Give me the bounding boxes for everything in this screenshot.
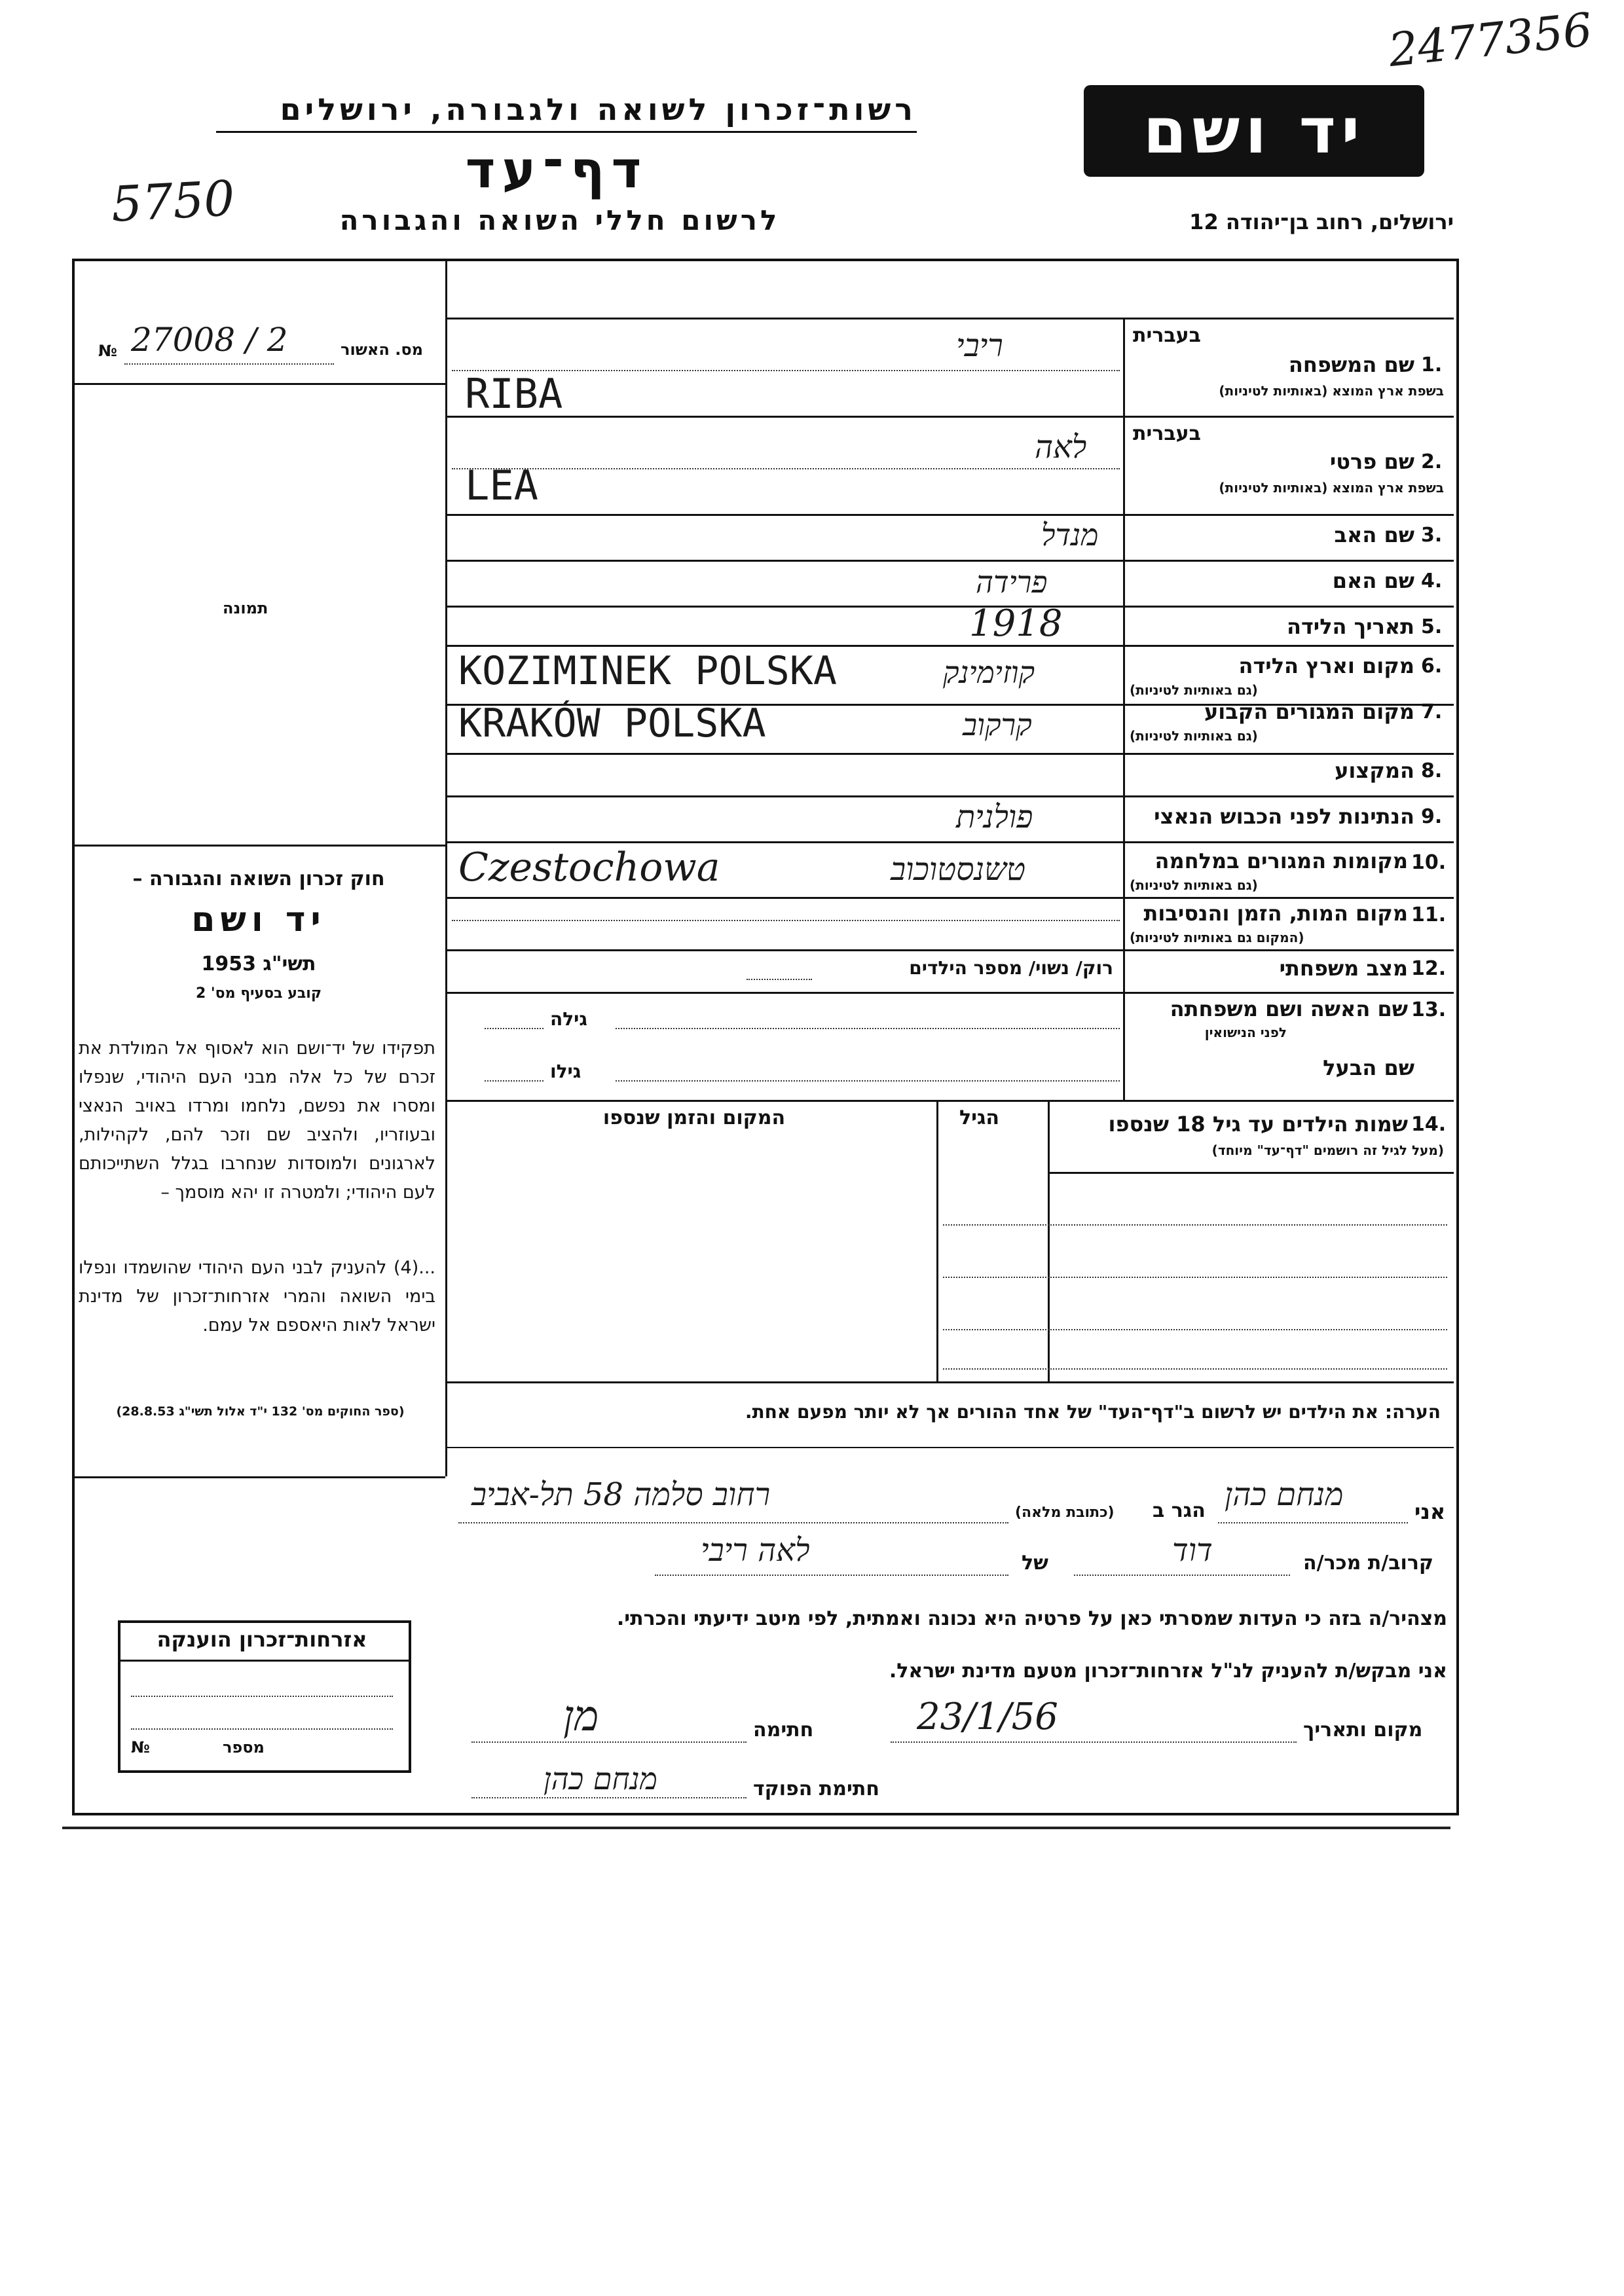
declarant-name: מנחם כהן: [1225, 1476, 1344, 1513]
law-citation: (ספר החוקים מס' 132 י"ד אלול תשי"ג 28.8.53): [116, 1404, 405, 1419]
field-14-num: 14.: [1411, 1113, 1447, 1136]
of-label: של: [1022, 1552, 1048, 1575]
officer-dots: [471, 1797, 747, 1798]
approval-number: 27008 / 2: [131, 321, 288, 359]
declaration-statement: מצהיר/ה בזה כי העדות שמסרתי כאן על פרטיה היא נכונה ואמתית, לפי מיטב ידיעתי והכרתי.: [616, 1607, 1447, 1630]
date-value: 23/1/56: [917, 1696, 1058, 1738]
field-4-value: פרידה: [976, 564, 1048, 600]
field-6-label: מקום וארץ הלידה: [1238, 653, 1414, 678]
col-place-header: המקום והזמן שנספו: [602, 1106, 786, 1129]
field-2-latin-value: LEA: [465, 462, 538, 509]
logo-text: יד ושם: [1143, 94, 1365, 168]
field-1-latin-value: RIBA: [465, 370, 563, 418]
declarant-residing: הגר ב: [1153, 1499, 1206, 1522]
law-paragraph-1: תפקידו של יד־ושם הוא לאסוף אל המולדת את זכרם של כל אלה מבני העם היהודי, שנפלו ומסרו את נפשם, נלחמו ומרדו באויב הנאצי ובעוזריו, ולהציב שם וזכר להם, לקהילות, לארגונים ולמוסדות שנחרבו בגלל השתייכותם לעם היהודי; ולמטרה זו יהא מוסמך –: [79, 1038, 435, 1203]
page-title: דף־עד: [465, 141, 648, 200]
field-13-label: שם האשה ושם משפחתה: [1170, 996, 1408, 1021]
approval-label: מס. האשור: [341, 340, 423, 359]
field-1-hebrew-tag: בעברית: [1133, 324, 1201, 347]
field-7-label: מקום המגורים הקבוע: [1204, 699, 1414, 724]
children-row-4: [943, 1368, 1447, 1370]
field-6-num: 6.: [1421, 655, 1443, 678]
field-10-num: 10.: [1411, 851, 1447, 874]
field-13-name-dots: [616, 1028, 1120, 1029]
field-2-dots: [452, 468, 1120, 469]
field-7-latin-value: KRAKÓW POLSKA: [458, 701, 766, 746]
field-10-sub: (גם באותיות לטיניות): [1130, 877, 1258, 893]
signature-dots: [471, 1741, 747, 1743]
field-6-latin-value: KOZIMINEK POLSKA: [458, 648, 837, 694]
row-9-bottom: [445, 841, 1454, 843]
stamp-line-2: [131, 1728, 393, 1730]
officer-signature: מנחם כהן: [544, 1761, 657, 1796]
row-2-bottom: [445, 514, 1454, 516]
row-12-bottom: [445, 992, 1454, 994]
law-clause: קובע בסעיף מס' 2: [195, 985, 322, 1002]
archive-number: 5750: [109, 170, 236, 233]
col-age-header: הגיל: [959, 1106, 999, 1129]
husband-age-dots: [485, 1080, 544, 1082]
declarant-address: רחוב סלמה 58 תל-אביב: [471, 1476, 771, 1513]
field-14-sub: (מעל לגיל זה רושמים "דף־עד" מיוחד): [1211, 1142, 1444, 1158]
field-12-count-line: [747, 979, 812, 980]
field-12-num: 12.: [1411, 957, 1447, 980]
left-col-border: [445, 259, 447, 1476]
field-2-num: 2.: [1421, 450, 1443, 473]
field-5-label: תאריך הלידה: [1286, 614, 1414, 639]
row-7-bottom: [445, 753, 1454, 755]
field-12-options: רוק/ נשוי/ מספר הילדים: [909, 957, 1113, 979]
field-4-label: שם האם: [1332, 568, 1414, 593]
field-1-sub: בשפת ארץ המוצא (באותיות לטיניות): [1219, 383, 1444, 399]
field-4-num: 4.: [1421, 570, 1443, 592]
field-9-label: הנתינות לפני הכבוש הנאצי: [1154, 804, 1414, 829]
field-7-sub: (גם באותיות לטיניות): [1130, 728, 1258, 744]
field-13-sub: לפני הנישואין: [1204, 1025, 1287, 1040]
relation-dots: [1074, 1575, 1290, 1576]
field-3-label: שם האב: [1334, 522, 1414, 547]
col-age-right: [1048, 1100, 1050, 1381]
of-name: לאה ריבי: [701, 1532, 810, 1569]
declarant-name-dots: [1218, 1522, 1408, 1523]
law-year: תשי"ג 1953: [201, 953, 316, 975]
field-5-value: 1918: [969, 602, 1063, 645]
signature-label: חתימה: [753, 1719, 814, 1741]
date-dots: [891, 1741, 1297, 1743]
field-7-hebrew-value: קרקוב: [963, 707, 1032, 742]
frame-top-divider: [445, 318, 1454, 319]
of-name-dots: [655, 1575, 1008, 1576]
field-10-hebrew-value: טשנסטוכוב: [891, 851, 1026, 888]
officer-label: חתימת הפוקד: [753, 1777, 879, 1800]
field-11-sub: (המקום גם באותיות לטיניות): [1130, 930, 1304, 945]
field-6-sub: (גם באותיות לטיניות): [1130, 682, 1258, 698]
field-2-label: שם פרטי: [1329, 449, 1414, 474]
field-13-num: 13.: [1411, 998, 1447, 1021]
field-14-label: שמות הילדים עד גיל 18 שנספו: [1108, 1112, 1408, 1137]
field-11-num: 11.: [1411, 903, 1447, 926]
field-1-hebrew-value: ריבי: [956, 327, 1003, 364]
law-title: חוק זכרון השואה והגבורה –: [132, 867, 385, 890]
authority-title: רשות־זכרון לשואה ולגבורה, ירושלים: [280, 92, 917, 127]
declarant-i: אני: [1414, 1499, 1446, 1524]
stamp-no-sign: №: [131, 1738, 150, 1757]
row-11-bottom: [445, 949, 1454, 951]
relation-value: דוד: [1172, 1532, 1213, 1569]
authority-underline: [216, 131, 917, 133]
left-col-bottom: [72, 1476, 445, 1478]
declarant-address-label: (כתובת מלאה): [1015, 1504, 1115, 1521]
row-1-bottom: [445, 416, 1454, 418]
children-row-2: [943, 1277, 1447, 1278]
children-bottom: [445, 1381, 1454, 1383]
law-name: יד ושם: [191, 900, 326, 939]
stamp-title: אזרחות־זכרון הוענקה: [157, 1627, 367, 1652]
field-11-dots: [452, 920, 1120, 921]
field-7-num: 7.: [1421, 701, 1443, 723]
place-date-label: מקום ותאריך: [1303, 1719, 1423, 1741]
field-13-age-f: גילה: [550, 1008, 587, 1030]
row-13-bottom: [445, 1100, 1454, 1102]
field-11-label: מקום המות, הזמן והנסיבות: [1143, 901, 1408, 926]
col-age-left: [936, 1100, 938, 1381]
label-col-border: [1123, 318, 1125, 1100]
field-1-label: שם המשפחה: [1288, 352, 1414, 377]
field-9-num: 9.: [1421, 805, 1443, 828]
field-2-sub: בשפת ארץ המוצא (באותיות לטיניות): [1219, 480, 1444, 496]
field-3-value: מנדל: [1041, 517, 1099, 553]
field-1-num: 1.: [1421, 354, 1443, 376]
note-text: הערה: את הילדים יש לרשום ב"דף־העד" של אחד ההורים אך לא יותר מפעם אחת.: [745, 1401, 1441, 1423]
stamp-title-line: [118, 1660, 409, 1662]
page-subtitle: לרשום חללי השואה והגבורה: [339, 204, 781, 236]
bottom-scan-edge: [62, 1827, 1450, 1829]
declaration-request: אני מבקש/ת להעניק לנ"ל אזרחות־זכרון מטעם מדינת ישראל.: [889, 1660, 1447, 1683]
yad-vashem-logo: [1084, 85, 1424, 177]
row-10-bottom: [445, 897, 1454, 899]
field-10-latin-value: Czestochowa: [458, 845, 720, 890]
field-3-num: 3.: [1421, 524, 1443, 547]
field-12-label: מצב משפחתי: [1279, 956, 1408, 981]
note-bottom: [445, 1447, 1454, 1448]
husband-label: שם הבעל: [1323, 1055, 1414, 1080]
field-9-value: פולנית: [956, 799, 1033, 835]
husband-name-dots: [616, 1080, 1120, 1082]
photo-top: [72, 383, 445, 385]
field-2-hebrew-tag: בעברית: [1133, 422, 1201, 445]
approval-no-sign: №: [98, 342, 117, 360]
children-head-line: [1048, 1172, 1454, 1174]
law-paragraph-2: ...(4) להעניק לבני העם היהודי שהושמדו ונפלו בימי השואה והמרי אזרחות־זכרון של מדינת ישראל לאות היאספם אל עמם.: [79, 1258, 435, 1336]
children-row-3: [943, 1329, 1447, 1330]
field-5-num: 5.: [1421, 615, 1443, 638]
row-5-bottom: [445, 645, 1454, 647]
approval-dots: [124, 363, 334, 365]
declarant-address-dots: [458, 1522, 1008, 1523]
stamp-number-label: מספר: [223, 1738, 265, 1757]
field-10-label: מקומות המגורים במלחמה: [1154, 848, 1408, 873]
husband-age: גילו: [550, 1061, 581, 1082]
law-top: [72, 845, 445, 847]
children-row-1: [943, 1224, 1447, 1226]
stamp-line-1: [131, 1696, 393, 1697]
row-8-bottom: [445, 795, 1454, 797]
field-13-age-dots: [485, 1028, 544, 1029]
row-4-bottom: [445, 606, 1454, 608]
address: ירושלים, רחוב בן־יהודה 12: [1189, 210, 1454, 234]
relative-label: קרוב/ת מכר/ה: [1303, 1552, 1433, 1575]
signature: מן: [563, 1692, 599, 1741]
field-8-num: 8.: [1421, 759, 1443, 782]
field-6-hebrew-value: קוזימינק: [943, 655, 1035, 690]
row-3-bottom: [445, 560, 1454, 562]
corner-number: 2477356: [1386, 2, 1595, 78]
field-8-label: המקצוע: [1335, 758, 1414, 783]
photo-label: תמונה: [223, 599, 268, 617]
field-2-hebrew-value: לאה: [1035, 429, 1087, 465]
